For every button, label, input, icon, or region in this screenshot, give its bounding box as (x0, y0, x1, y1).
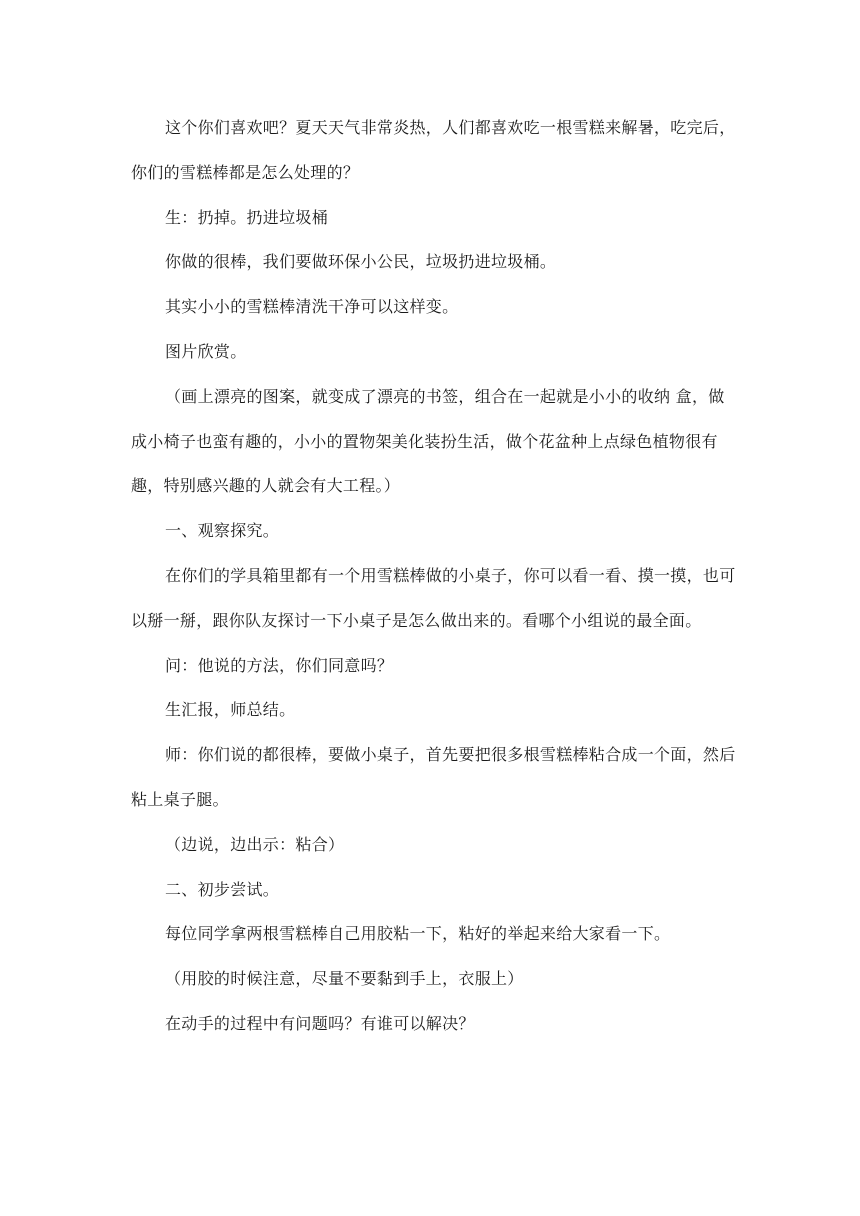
paragraph-transform: 其实小小的雪糕棒清洗干净可以这样变。 (165, 297, 459, 317)
paragraph-problem-question: 在动手的过程中有问题吗？有谁可以解决？ (165, 1013, 475, 1033)
document-body (131, 106, 736, 1047)
paragraph-question: 问：他说的方法，你们同意吗？ (165, 655, 394, 675)
paragraph-glue-task: 每位同学拿两根雪糕棒自己用胶粘一下，粘好的举起来给大家看一下。 (165, 924, 671, 944)
paragraph-report: 生汇报，师总结。 (165, 700, 296, 720)
paragraph-picture-notes: （画上漂亮的图案，就变成了漂亮的书签，组合在一起就是小小的收纳 盒，做成小椅子也蛮有趣的，小小的置物架美化装扮生活，做个花盆种上点绿色植物很有趣，特别感兴趣的人就会有大工程。） (131, 386, 725, 496)
paragraph-teacher-summary: 师：你们说的都很棒，要做小桌子，首先要把很多根雪糕棒粘合成一个面，然后粘上桌子腿。 (131, 745, 736, 809)
paragraph-glue-caution: （用胶的时候注意，尽量不要黏到手上，衣服上） (165, 969, 524, 989)
paragraph-observe-task: 在你们的学具箱里都有一个用雪糕棒做的小桌子，你可以看一看、摸一摸，也可以掰一掰，跟你队友探讨一下小桌子是怎么做出来的。看哪个小组说的最全面。 (131, 565, 736, 630)
section-heading-observe: 一、观察探究。 (165, 521, 280, 541)
paragraph-praise: 你做的很棒，我们要做环保小公民，垃圾扔进垃圾桶。 (165, 252, 557, 272)
paragraph-demo-note: （边说，边出示：粘合） (165, 834, 345, 854)
paragraph-intro-question: 这个你们喜欢吧？夏天天气非常炎热，人们都喜欢吃一根雪糕来解暑，吃完后，你们的雪糕棒都是怎么处理的？ (131, 118, 736, 182)
paragraph-picture-appreciation: 图片欣赏。 (165, 341, 247, 361)
section-heading-try: 二、初步尝试。 (165, 879, 280, 899)
paragraph-student-answer: 生：扔掉。扔进垃圾桶 (165, 207, 329, 227)
